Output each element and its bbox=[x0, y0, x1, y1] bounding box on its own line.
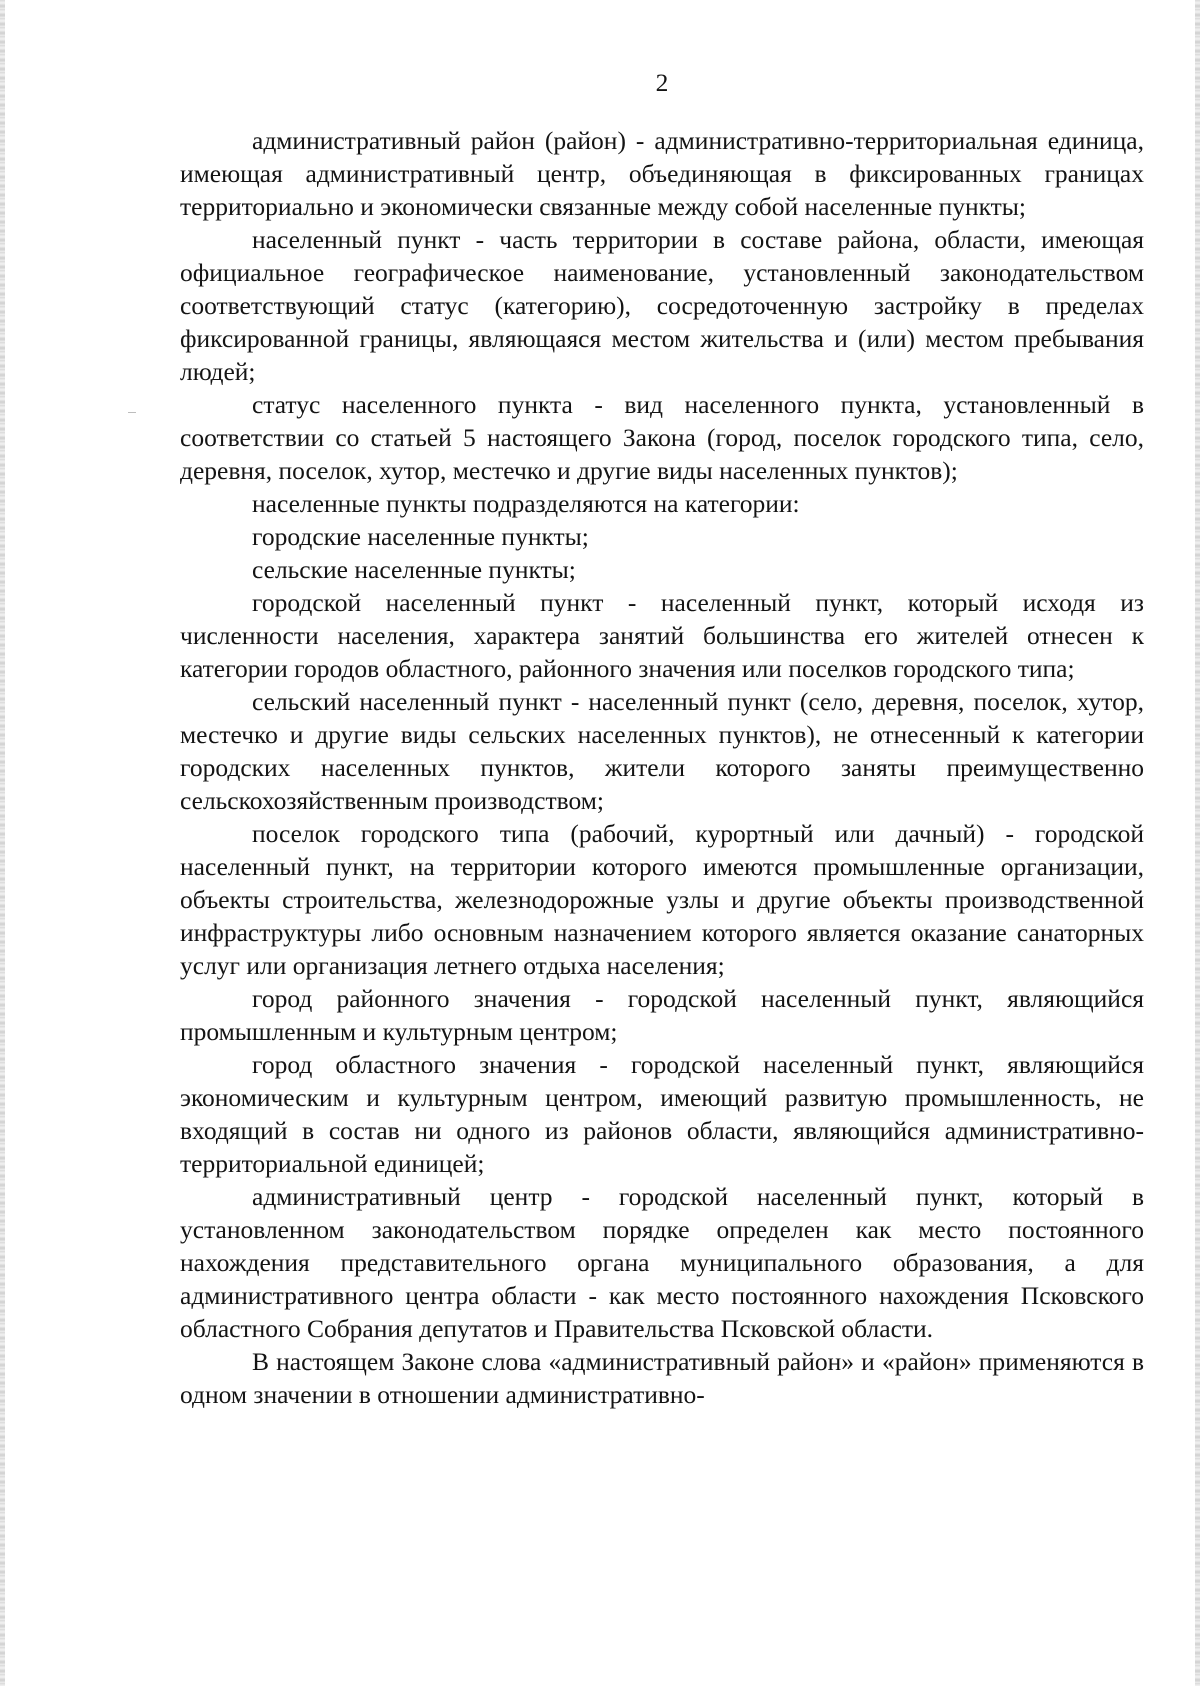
paragraph-rural-settlement-definition: сельский населенный пункт - населенный пункт (село, деревня, поселок, хутор, местечко и другие виды сельских населенных пунктов), не отнесенный к категории городских населенных пунктов, жители которого заняты преимущественно сельскохозяйственным производством; bbox=[180, 687, 1144, 815]
paragraph-urban-type-settlement: поселок городского типа (рабочий, курортный или дачный) - городской населенный пункт, на территории которого имеются промышленные организации, объекты строительства, железнодорожные узлы и другие объекты производственной инфраструктуры либо основным назначением которого является оказание санаторных услуг или организация летнего отдыха населения; bbox=[180, 819, 1144, 980]
paragraph-administrative-district: административный район (район) - административно-территориальная единица, имеющая административный центр, объединяющая в фиксированных границах территориально и экономически связанные между собой населенные пункты; bbox=[180, 126, 1144, 221]
paragraph-administrative-center: административный центр - городской населенный пункт, который в установленном законодательством порядке определен как место постоянного нахождения представительного органа муниципального образования, а для административного центра области - как место постоянного нахождения Псковского областного Собрания депутатов и Правительства Псковской области. bbox=[180, 1182, 1144, 1343]
paragraph-urban-settlements: городские населенные пункты; bbox=[252, 522, 589, 551]
paragraph-district-city: город районного значения - городской населенный пункт, являющийся промышленным и культурным центром; bbox=[180, 984, 1144, 1046]
document-page bbox=[180, 66, 1144, 1411]
scan-right-edge bbox=[1195, 0, 1200, 1686]
scan-left-edge bbox=[0, 0, 5, 1686]
paragraph-settlement: населенный пункт - часть территории в составе района, области, имеющая официальное географическое наименование, установленный законодательством соответствующий статус (категорию), сосредоточенную застройку в пределах фиксированной границы, являющаяся местом жительства и (или) местом пребывания людей; bbox=[180, 225, 1144, 386]
paragraph-regional-city: город областного значения - городской населенный пункт, являющийся экономическим и культурным центром, имеющий развитую промышленность, не входящий в состав ни одного из районов области, являющийся административно-территориальной единицей; bbox=[180, 1050, 1144, 1178]
paragraph-settlement-status: статус населенного пункта - вид населенного пункта, установленный в соответствии со статьей 5 настоящего Закона (город, поселок городского типа, село, деревня, поселок, хутор, местечко и другие виды населенных пунктов); bbox=[180, 390, 1144, 485]
paragraph-urban-settlement-definition: городской населенный пункт - населенный пункт, который исходя из численности населения, характера занятий большинства его жителей отнесен к категории городов областного, районного значения или поселков городского типа; bbox=[180, 588, 1144, 683]
paragraph-categories: населенные пункты подразделяются на категории: bbox=[252, 489, 800, 518]
page-number: 2 bbox=[655, 68, 669, 97]
paragraph-rural-settlements: сельские населенные пункты; bbox=[252, 555, 576, 584]
paragraph-terms-usage: В настоящем Законе слова «административный район» и «район» применяются в одном значении в отношении административно- bbox=[180, 1347, 1144, 1409]
scan-margin-mark bbox=[128, 412, 136, 413]
